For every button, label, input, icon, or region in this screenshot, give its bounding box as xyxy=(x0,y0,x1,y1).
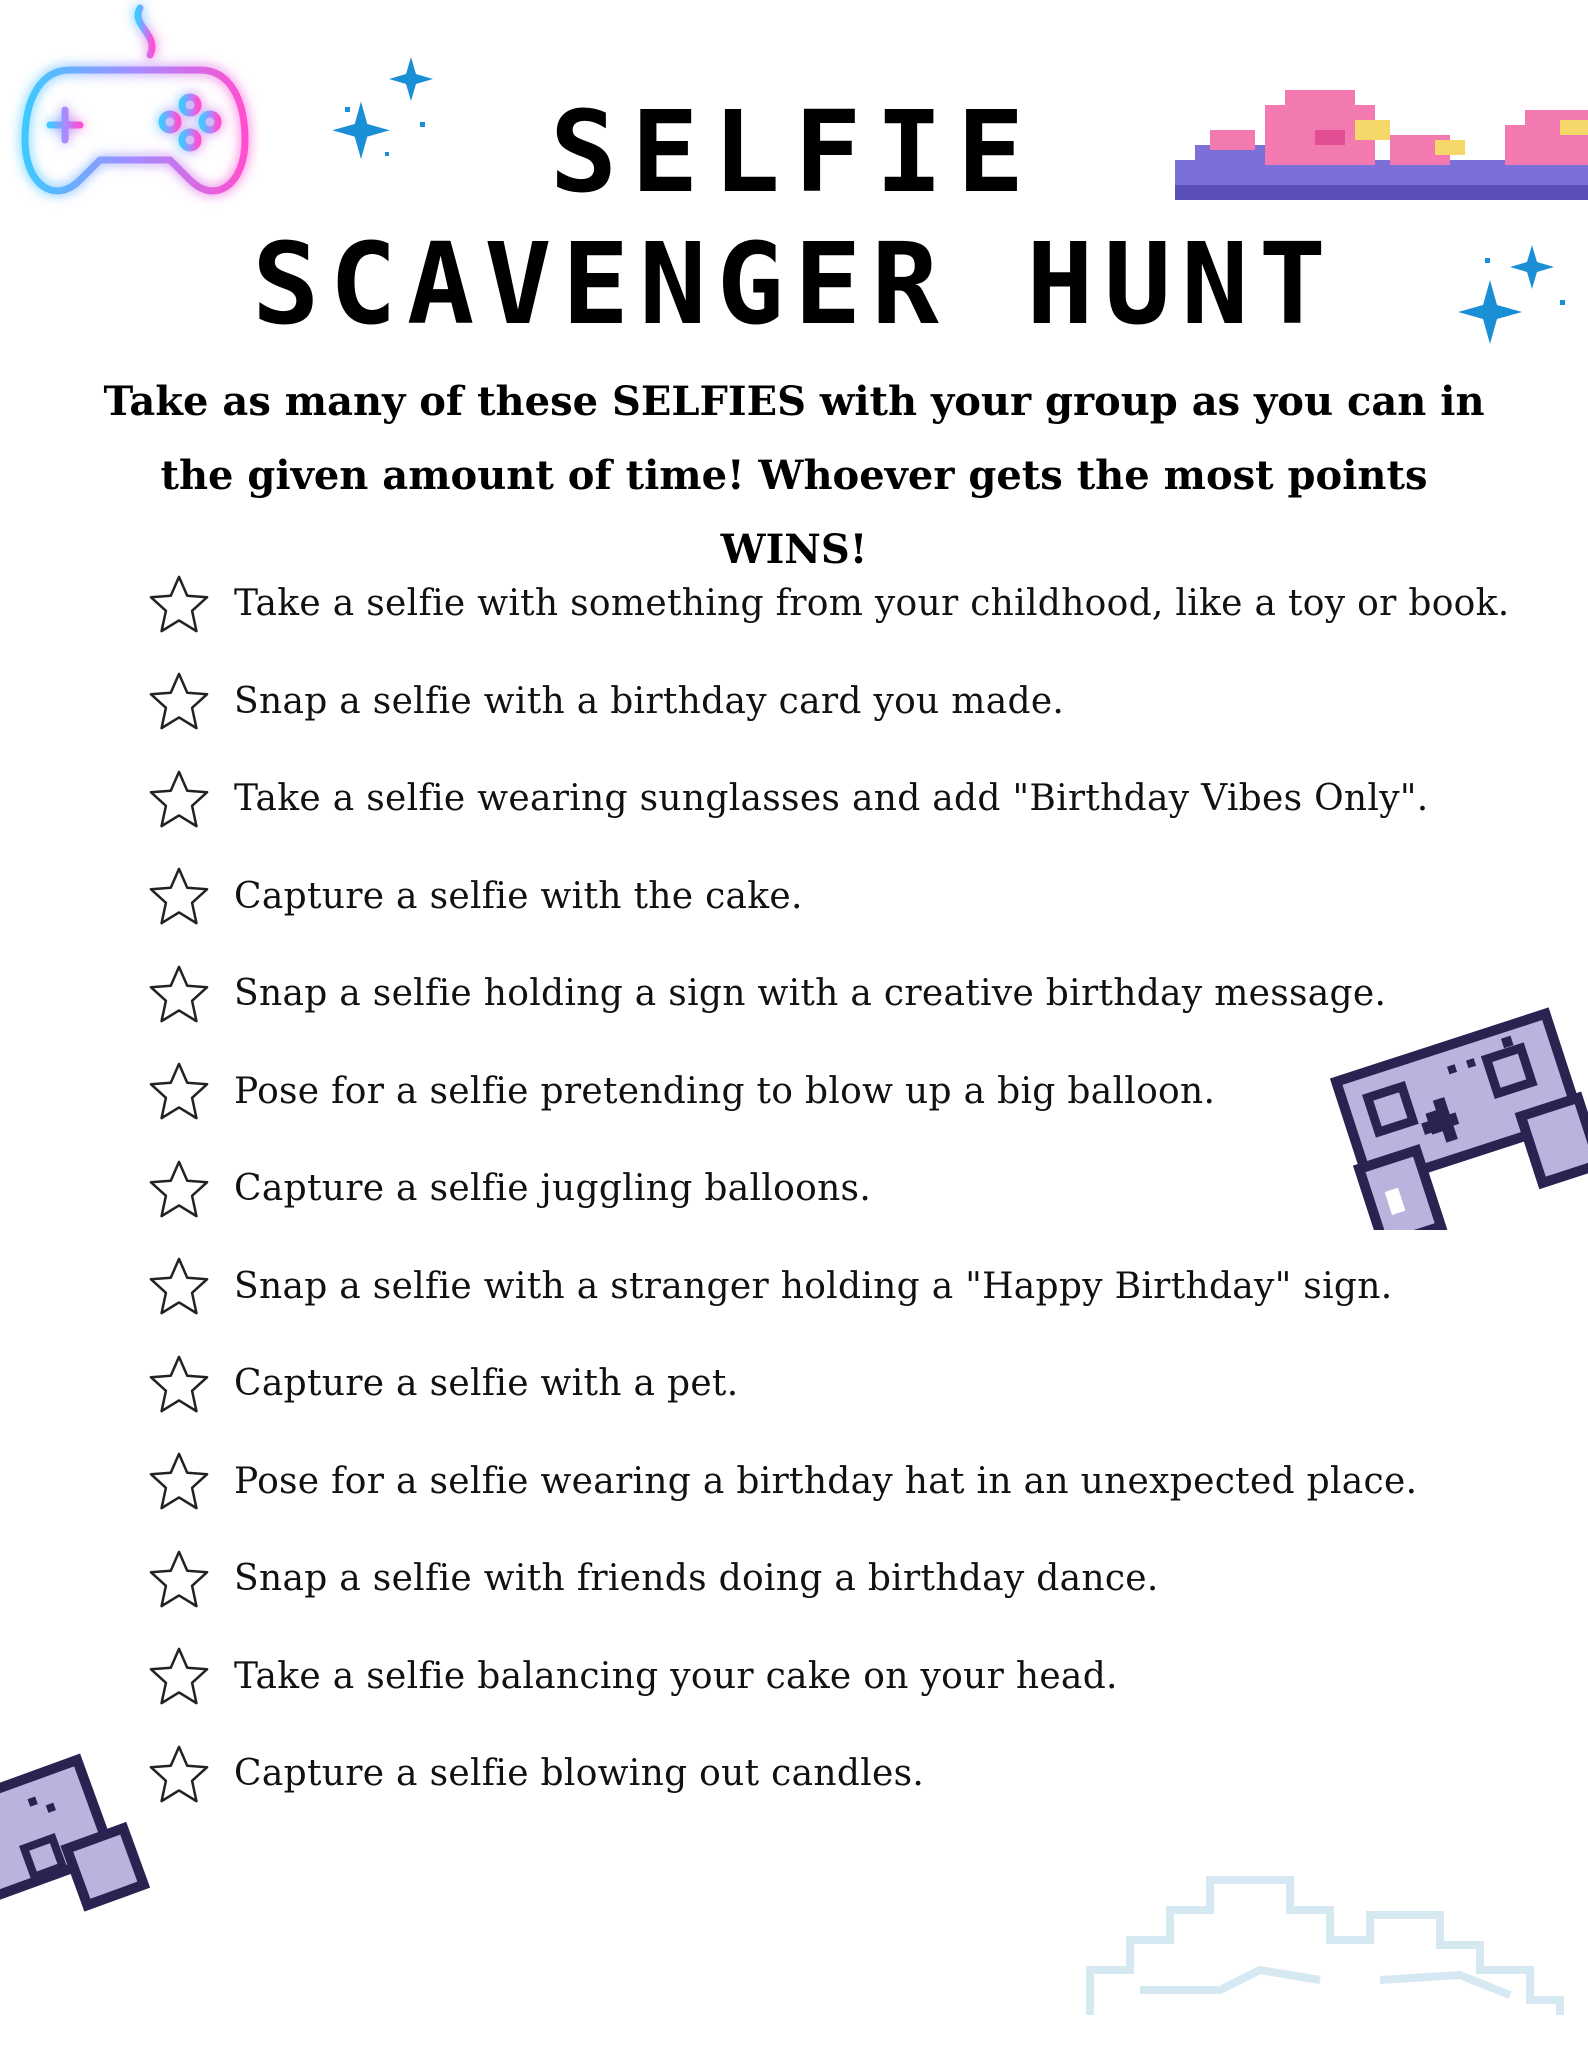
task-item xyxy=(148,1433,1568,1531)
task-label: Snap a selfie with friends doing a birthday dance. xyxy=(234,1558,1159,1600)
star-checkbox-icon[interactable] xyxy=(148,1743,210,1805)
star-checkbox-icon[interactable] xyxy=(148,1255,210,1317)
task-label: Take a selfie wearing sunglasses and add "Birthday Vibes Only". xyxy=(234,778,1429,820)
page-title-line-2: SCAVENGER HUNT xyxy=(251,220,1336,350)
task-item xyxy=(148,653,1568,751)
star-checkbox-icon[interactable] xyxy=(148,963,210,1025)
task-label: Take a selfie with something from your childhood, like a toy or book. xyxy=(234,583,1510,625)
page-title-line-1: SELFIE xyxy=(549,88,1039,218)
task-item xyxy=(148,1530,1568,1628)
task-label: Capture a selfie with the cake. xyxy=(234,875,803,917)
star-checkbox-icon[interactable] xyxy=(148,1060,210,1122)
task-label: Capture a selfie blowing out candles. xyxy=(234,1753,925,1795)
faint-pixel-cloud-icon xyxy=(1080,1870,1570,2020)
task-label: Take a selfie balancing your cake on your head. xyxy=(234,1655,1118,1697)
task-item xyxy=(148,1725,1568,1823)
star-checkbox-icon[interactable] xyxy=(148,1645,210,1707)
pixel-controller-icon xyxy=(1330,985,1588,1230)
task-item xyxy=(148,750,1568,848)
task-item xyxy=(148,848,1568,946)
task-label: Capture a selfie with a pet. xyxy=(234,1363,739,1405)
task-label: Capture a selfie juggling balloons. xyxy=(234,1168,872,1210)
star-checkbox-icon[interactable] xyxy=(148,1158,210,1220)
task-label: Snap a selfie with a birthday card you made. xyxy=(234,680,1065,722)
task-label: Pose for a selfie pretending to blow up a big balloon. xyxy=(234,1070,1216,1112)
task-item xyxy=(148,1628,1568,1726)
star-checkbox-icon[interactable] xyxy=(148,1353,210,1415)
star-checkbox-icon[interactable] xyxy=(148,1450,210,1512)
task-label: Snap a selfie holding a sign with a creative birthday message. xyxy=(234,973,1387,1015)
task-label: Pose for a selfie wearing a birthday hat in an unexpected place. xyxy=(234,1460,1418,1502)
star-checkbox-icon[interactable] xyxy=(148,573,210,635)
star-checkbox-icon[interactable] xyxy=(148,1548,210,1610)
intro-text: Take as many of these SELFIES with your group as you can in the given amount of time! Whoever gets the most points WINS! xyxy=(103,378,1485,573)
pixel-controller-icon xyxy=(0,1740,155,1920)
star-checkbox-icon[interactable] xyxy=(148,865,210,927)
star-checkbox-icon[interactable] xyxy=(148,768,210,830)
task-item xyxy=(148,1238,1568,1336)
task-label: Snap a selfie with a stranger holding a "Happy Birthday" sign. xyxy=(234,1265,1393,1307)
task-item xyxy=(148,555,1568,653)
task-item xyxy=(148,1335,1568,1433)
star-checkbox-icon[interactable] xyxy=(148,670,210,732)
